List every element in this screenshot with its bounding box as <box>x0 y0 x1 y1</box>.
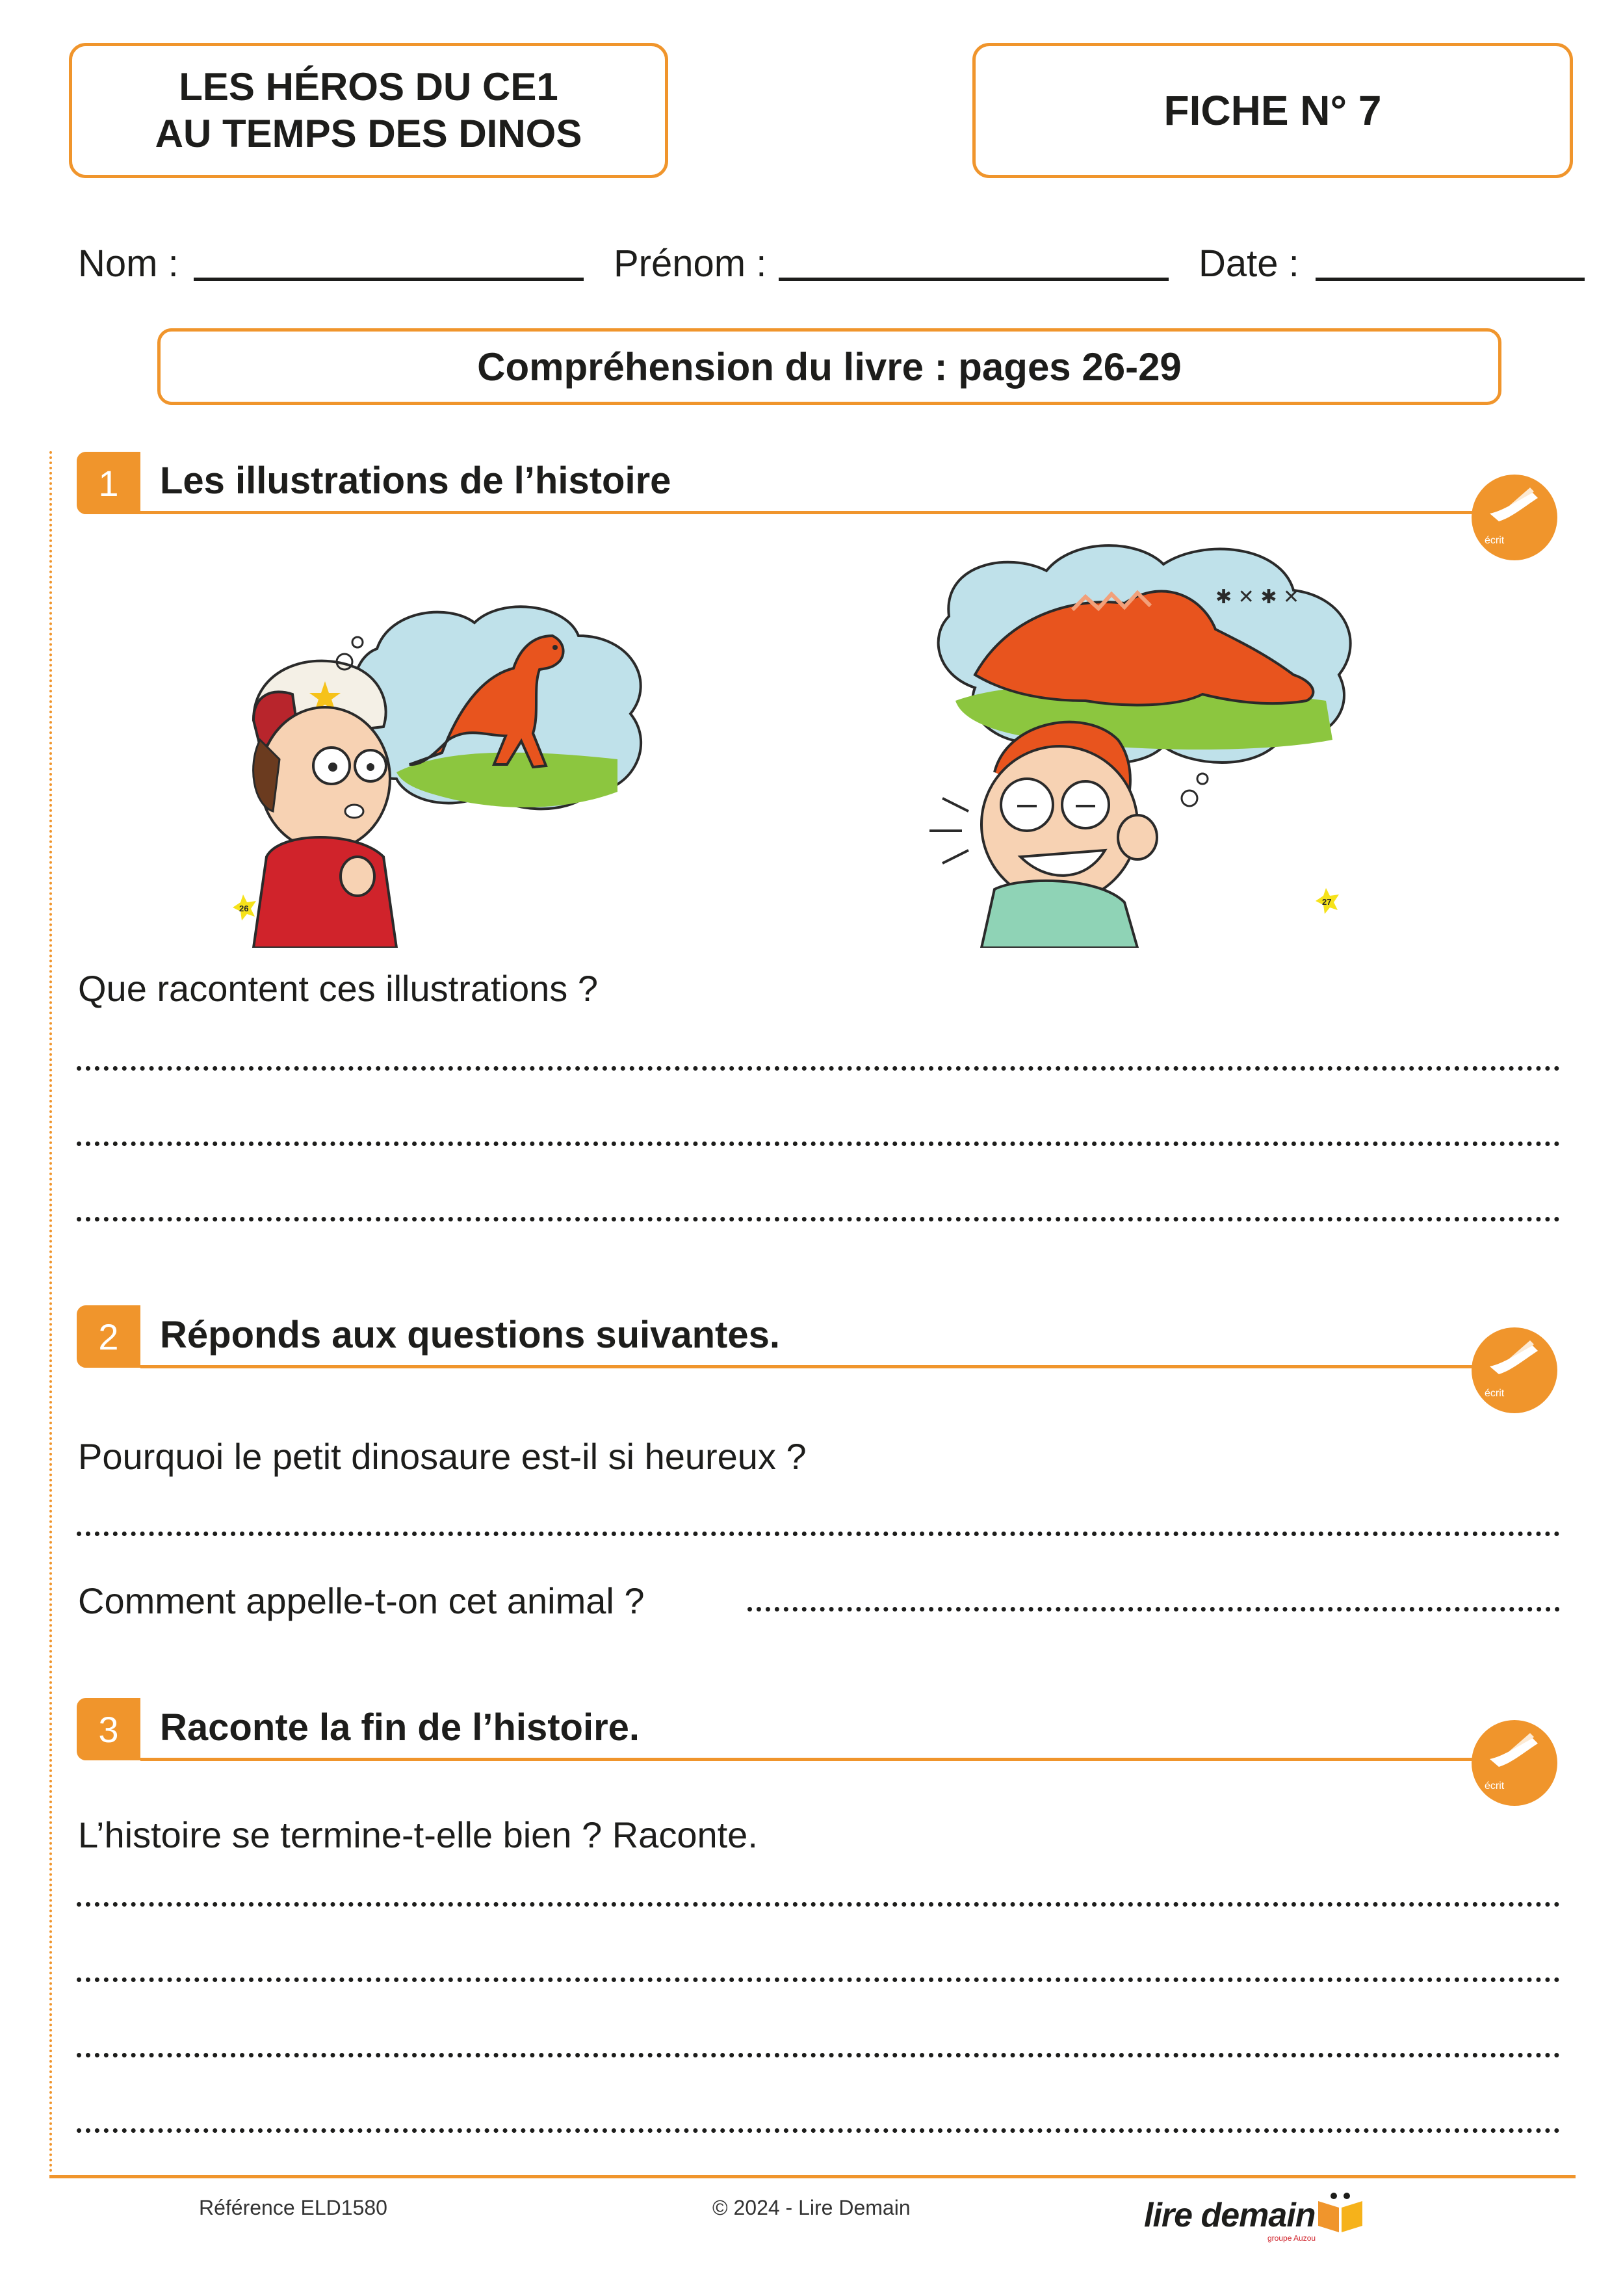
fiche-number: FICHE N° 7 <box>1163 87 1382 134</box>
illustration-boy-glasses-dino <box>877 525 1384 948</box>
answer-line[interactable] <box>77 2053 1560 2057</box>
illustration-boy-cap-trex <box>227 597 669 948</box>
section-1-number: 1 <box>77 452 140 514</box>
subtitle: Compréhension du livre : pages 26-29 <box>477 345 1182 389</box>
lire-demain-logo <box>1144 2178 1378 2249</box>
date-field[interactable] <box>1316 242 1585 281</box>
answer-line[interactable] <box>77 1532 1560 1536</box>
answer-line[interactable] <box>747 1607 1560 1611</box>
sleep-symbols: ✱ ✕ ✱ ✕ <box>1215 586 1300 608</box>
logo-subtext: groupe Auzou <box>1267 2234 1316 2243</box>
footer-reference: Référence ELD1580 <box>199 2196 387 2219</box>
writing-hand-icon <box>1470 1719 1559 1807</box>
section-3-underline <box>140 1758 1473 1761</box>
margin-rule <box>49 451 52 2174</box>
writing-icon-label: écrit <box>1485 1388 1505 1399</box>
section-2-question-1: Pourquoi le petit dinosaure est-il si heureux ? <box>78 1436 807 1477</box>
page-number-26: 26 <box>239 904 249 913</box>
section-2-question-2: Comment appelle-t-on cet animal ? <box>78 1580 645 1621</box>
answer-line[interactable] <box>77 2128 1560 2133</box>
worksheet-title-line1: LES HÉROS DU CE1 <box>179 65 558 109</box>
answer-line[interactable] <box>77 1217 1560 1221</box>
writing-icon-label: écrit <box>1485 535 1505 546</box>
prenom-label: Prénom : <box>614 242 767 285</box>
nom-label: Nom : <box>78 242 179 285</box>
prenom-field[interactable] <box>779 242 1169 281</box>
section-1-underline <box>140 511 1473 514</box>
worksheet-title-box <box>69 43 668 178</box>
section-2-number: 2 <box>77 1305 140 1368</box>
logo-text: lire demain <box>1144 2197 1316 2234</box>
writing-hand-icon <box>1470 1326 1559 1415</box>
answer-line[interactable] <box>77 1902 1560 1907</box>
nom-field[interactable] <box>194 242 584 281</box>
section-1-question: Que racontent ces illustrations ? <box>78 968 598 1009</box>
section-3-question: L’histoire se termine-t-elle bien ? Raconte. <box>78 1814 758 1855</box>
book-icon <box>1314 2191 1366 2236</box>
footer-copyright: © 2024 - Lire Demain <box>712 2196 911 2219</box>
page-number-27: 27 <box>1322 897 1332 907</box>
section-2-underline <box>140 1365 1473 1368</box>
answer-line[interactable] <box>77 1977 1560 1982</box>
answer-line[interactable] <box>77 1141 1560 1146</box>
writing-icon-label: écrit <box>1485 1781 1505 1792</box>
section-1-title: Les illustrations de l’histoire <box>160 460 671 502</box>
section-3-number: 3 <box>77 1698 140 1760</box>
section-3-title: Raconte la fin de l’histoire. <box>160 1706 640 1749</box>
section-2-title: Réponds aux questions suivantes. <box>160 1314 780 1356</box>
writing-hand-icon <box>1470 473 1559 562</box>
worksheet-title-line2: AU TEMPS DES DINOS <box>155 112 582 155</box>
date-label: Date : <box>1199 242 1299 285</box>
answer-line[interactable] <box>77 1066 1560 1071</box>
subtitle-box <box>157 328 1501 405</box>
fiche-number-box <box>972 43 1573 178</box>
